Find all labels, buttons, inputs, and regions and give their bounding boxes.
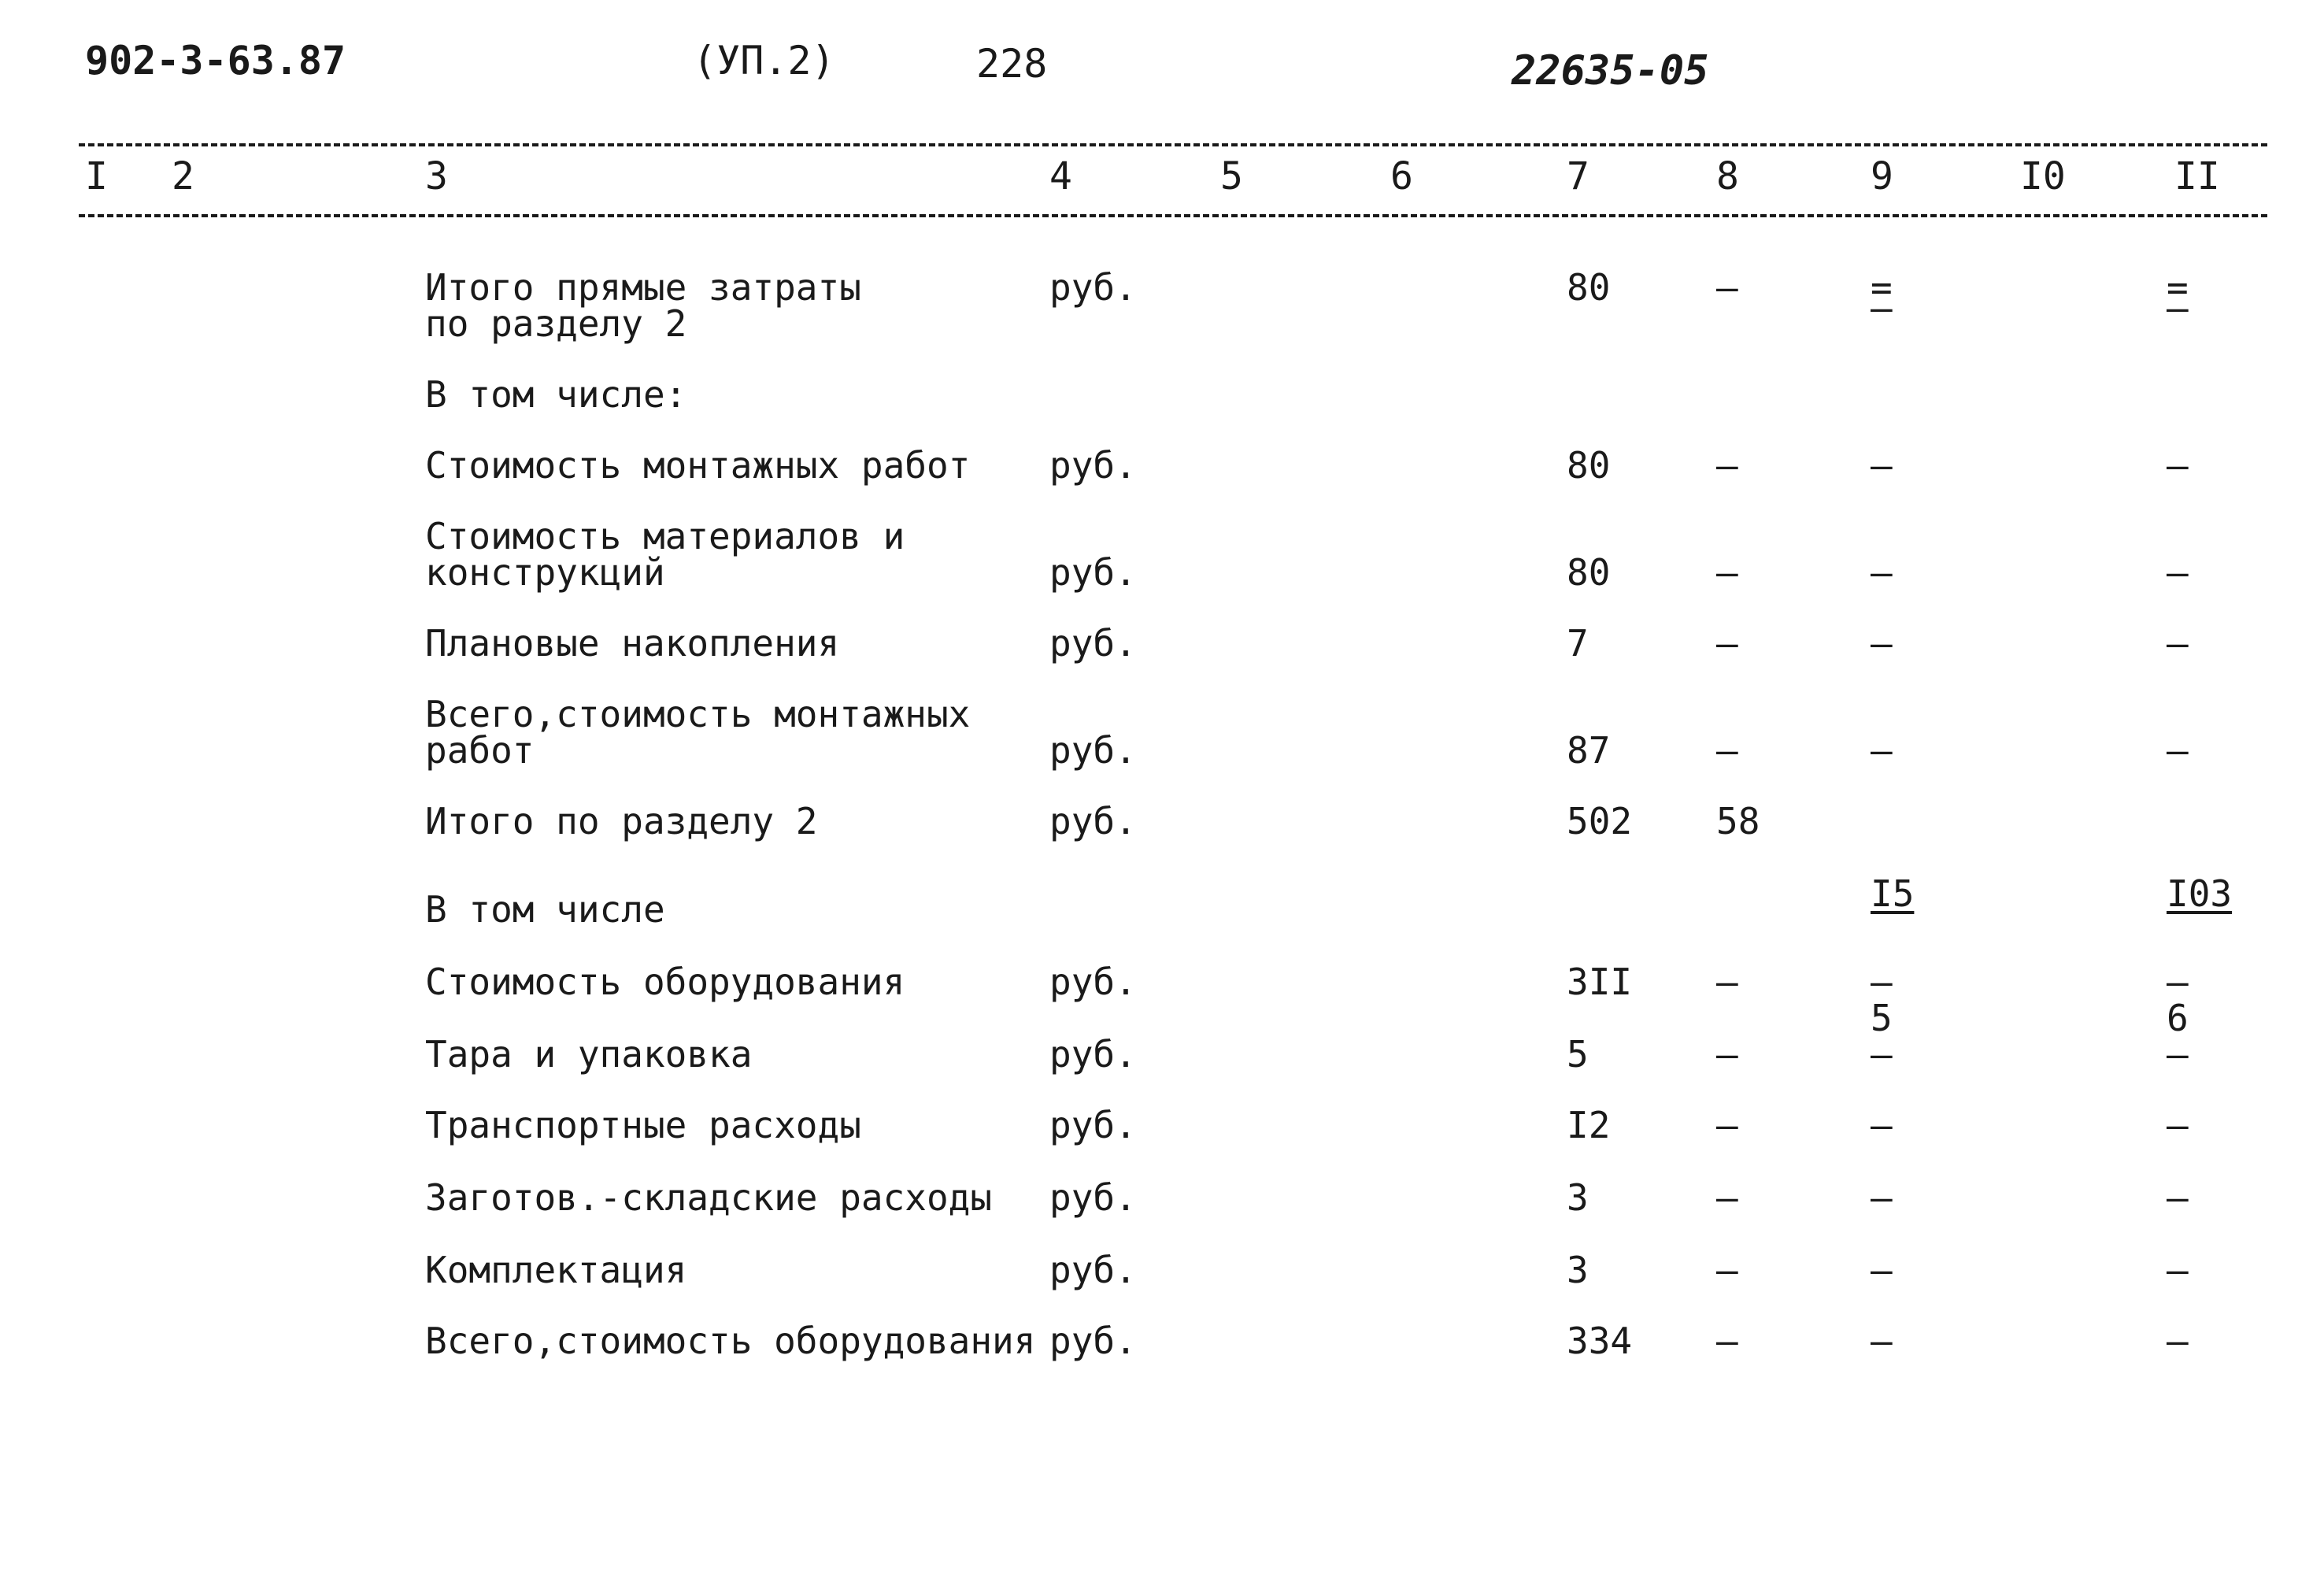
- column-number-7: 7: [1567, 154, 1589, 198]
- row-col8: 58: [1716, 800, 1760, 842]
- column-number-4: 4: [1049, 154, 1072, 198]
- row-col11: –: [2167, 1320, 2189, 1362]
- row-col11: –: [2167, 1104, 2189, 1146]
- row-col9: –: [1871, 1249, 1893, 1291]
- column-number-6: 6: [1390, 154, 1413, 198]
- page-number: 228: [976, 41, 1048, 87]
- row-col11: –: [2167, 729, 2189, 772]
- row-col9: –: [1871, 1176, 1893, 1219]
- column-number-8: 8: [1716, 154, 1739, 198]
- row-col7: I2: [1567, 1104, 1611, 1146]
- fraction-denominator: 5: [1871, 997, 1893, 1039]
- row-unit: руб.: [1049, 800, 1137, 842]
- row-col11: –: [2167, 1176, 2189, 1219]
- fraction-numerator: I03: [2167, 872, 2233, 915]
- row-col11: –: [2167, 444, 2189, 487]
- row-name: Плановые накопления: [425, 622, 840, 665]
- row-col9: –: [1871, 961, 1893, 1003]
- row-col9: –: [1871, 622, 1893, 665]
- row-col7: 80: [1567, 266, 1611, 309]
- row-unit: руб.: [1049, 444, 1137, 487]
- row-unit: руб.: [1049, 622, 1137, 665]
- row-col11: –: [2167, 1033, 2189, 1076]
- row-unit: руб.: [1049, 729, 1137, 772]
- row-unit: руб.: [1049, 1176, 1137, 1219]
- variant-label: (УП.2): [693, 38, 835, 83]
- row-col8: –: [1716, 729, 1738, 772]
- row-name: Комплектация: [425, 1249, 687, 1291]
- row-col8: –: [1716, 1104, 1738, 1146]
- column-number-10: I0: [2020, 154, 2066, 198]
- row-col9: –: [1871, 551, 1893, 594]
- row-col7: 80: [1567, 551, 1611, 594]
- row-name: Стоимость оборудования: [425, 961, 905, 1003]
- table-header-bottom-rule: [79, 214, 2267, 217]
- row-col11: –: [2167, 961, 2189, 1003]
- column-number-9: 9: [1871, 154, 1893, 198]
- row-col8: –: [1716, 444, 1738, 487]
- row-col9: –: [1871, 444, 1893, 487]
- row-unit: руб.: [1049, 551, 1137, 594]
- row-col7: 87: [1567, 729, 1611, 772]
- row-name: В том числе: [425, 888, 665, 931]
- row-unit: руб.: [1049, 266, 1137, 309]
- row-col8: –: [1716, 1320, 1738, 1362]
- row-col9: –: [1871, 1320, 1893, 1362]
- row-col7: 334: [1567, 1320, 1633, 1362]
- document-number: 22635-05: [1512, 47, 1709, 94]
- row-col8: –: [1716, 622, 1738, 665]
- column-number-1: I: [85, 154, 108, 198]
- row-col9: –: [1871, 1104, 1893, 1146]
- row-name: Итого прямые затраты по разделу 2: [425, 266, 861, 345]
- row-name: Всего,стоимость оборудования: [425, 1320, 1036, 1362]
- row-col7: 5: [1567, 1033, 1589, 1076]
- fraction-denominator: 6: [2167, 997, 2189, 1039]
- row-col7: 80: [1567, 444, 1611, 487]
- row-col7: 3: [1567, 1249, 1589, 1291]
- row-col7: 3II: [1567, 961, 1633, 1003]
- row-col11: –: [2167, 1249, 2189, 1291]
- row-name: Заготов.-складские расходы: [425, 1176, 993, 1219]
- row-name: Стоимость материалов и конструкций: [425, 515, 905, 594]
- row-col8: –: [1716, 1176, 1738, 1219]
- column-number-5: 5: [1220, 154, 1243, 198]
- column-number-11: II: [2174, 154, 2220, 198]
- row-name: Стоимость монтажных работ: [425, 444, 971, 487]
- row-col11: = –: [2167, 266, 2189, 329]
- fraction-numerator: I5: [1871, 872, 1915, 915]
- column-number-3: 3: [425, 154, 448, 198]
- row-col8: –: [1716, 961, 1738, 1003]
- row-unit: руб.: [1049, 1033, 1137, 1076]
- table-header-top-rule: [79, 143, 2267, 146]
- row-col9: –: [1871, 729, 1893, 772]
- column-number-2: 2: [172, 154, 194, 198]
- row-col8: –: [1716, 266, 1738, 309]
- row-unit: руб.: [1049, 1320, 1137, 1362]
- row-col7: 3: [1567, 1176, 1589, 1219]
- row-col9: –: [1871, 1033, 1893, 1076]
- row-col8: –: [1716, 1249, 1738, 1291]
- row-col9: = –: [1871, 266, 1893, 329]
- row-unit: руб.: [1049, 1104, 1137, 1146]
- row-unit: руб.: [1049, 961, 1137, 1003]
- row-col11: –: [2167, 622, 2189, 665]
- row-col11: –: [2167, 551, 2189, 594]
- row-unit: руб.: [1049, 1249, 1137, 1291]
- row-name: Транспортные расходы: [425, 1104, 861, 1146]
- row-col7: 502: [1567, 800, 1633, 842]
- project-code: 902-3-63.87: [85, 38, 346, 83]
- row-name: Всего,стоимость монтажных работ: [425, 693, 971, 772]
- row-col8: –: [1716, 1033, 1738, 1076]
- row-col8: –: [1716, 551, 1738, 594]
- row-name: Итого по разделу 2: [425, 800, 818, 842]
- row-col7: 7: [1567, 622, 1589, 665]
- row-name: В том числе:: [425, 373, 687, 416]
- row-name: Тара и упаковка: [425, 1033, 753, 1076]
